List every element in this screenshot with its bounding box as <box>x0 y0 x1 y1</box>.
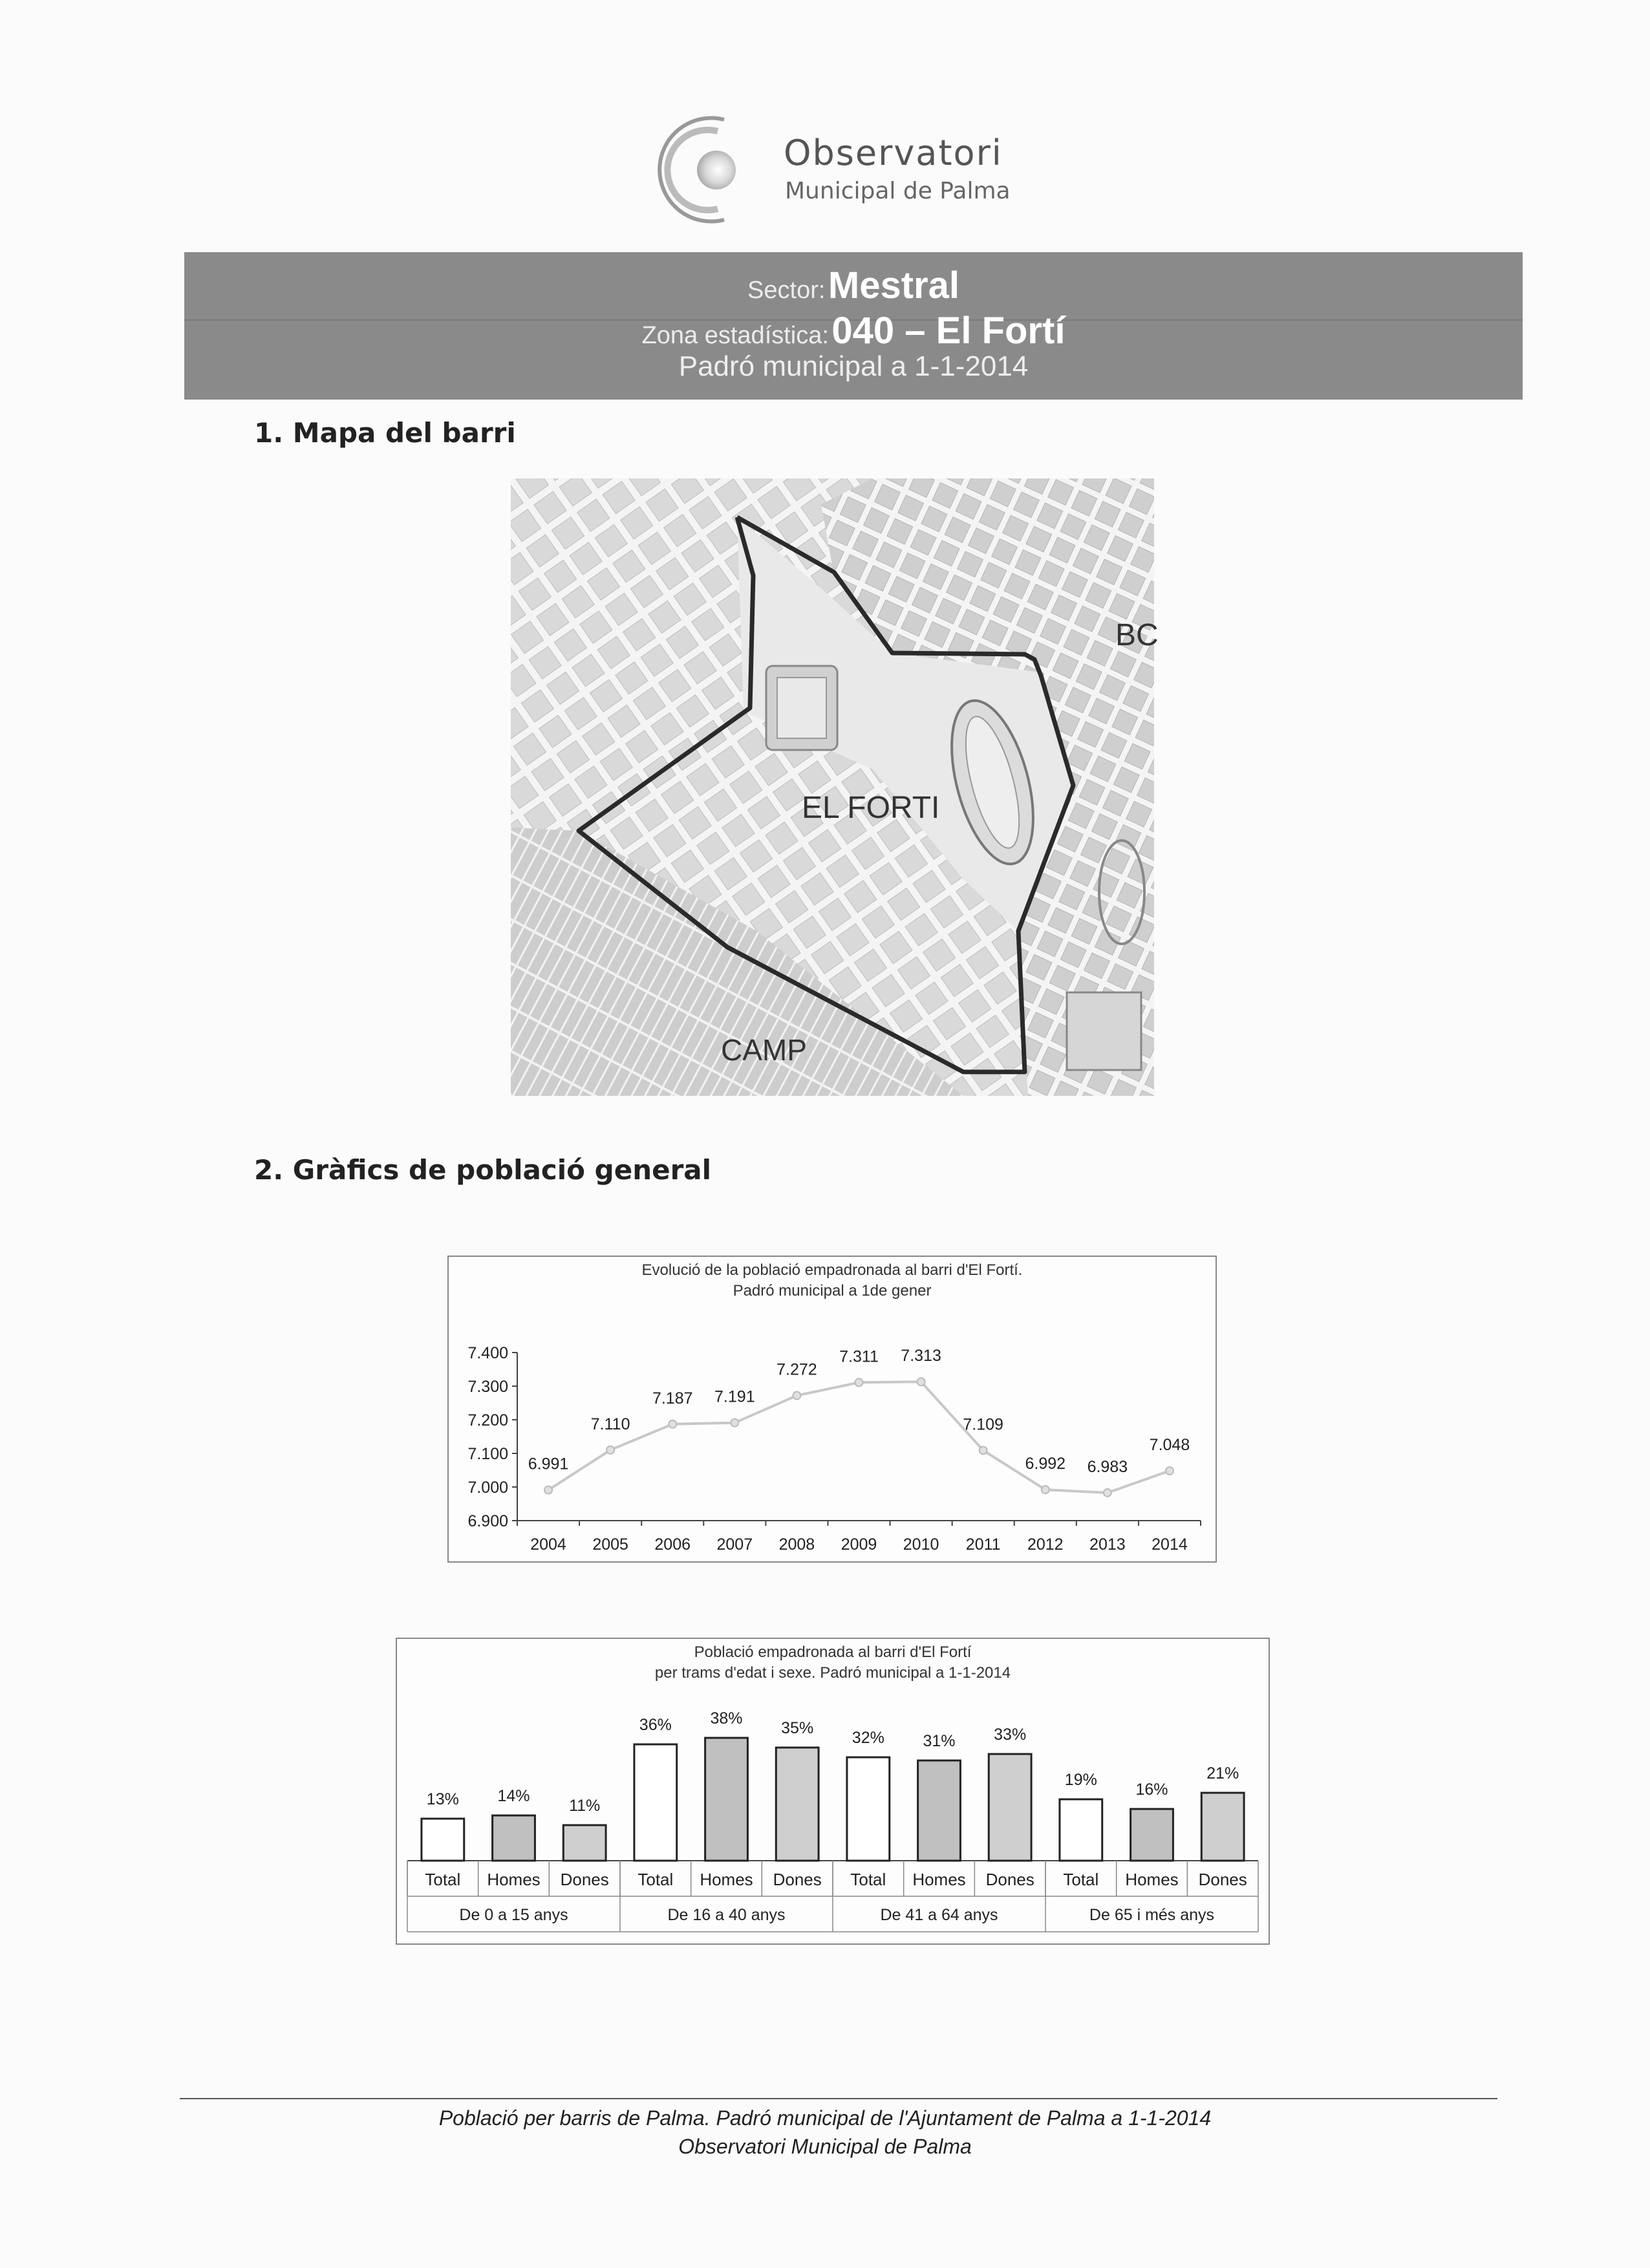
line-chart-x-tick-label: 2011 <box>965 1535 1001 1554</box>
bar-total <box>847 1757 890 1861</box>
bar-total <box>422 1819 464 1861</box>
line-chart-y-tick-label: 7.300 <box>467 1378 508 1396</box>
line-chart-x-tick-label: 2005 <box>592 1535 628 1554</box>
bar-category-label: Dones <box>773 1870 822 1889</box>
bar-category-label: Total <box>1063 1870 1099 1889</box>
logo-name-line2: Municipal de Palma <box>785 178 1011 204</box>
line-chart-x-tick-label: 2009 <box>841 1535 877 1554</box>
line-chart-data-label: 7.109 <box>963 1415 1003 1434</box>
line-chart-data-label: 7.313 <box>901 1347 941 1365</box>
bar-dones <box>1201 1793 1244 1861</box>
bar-dones <box>776 1748 819 1861</box>
line-chart-point <box>917 1378 925 1385</box>
line-chart-point <box>544 1486 552 1494</box>
line-chart-point <box>793 1392 800 1400</box>
bar-category-label: Dones <box>1198 1870 1247 1889</box>
line-chart-x-tick-label: 2006 <box>654 1535 691 1554</box>
bar-data-label: 16% <box>1135 1781 1168 1799</box>
bar-homes <box>705 1738 748 1861</box>
line-chart-x-tick-label: 2008 <box>778 1535 815 1554</box>
bar-data-label: 36% <box>639 1716 672 1734</box>
bar-homes <box>1131 1809 1173 1861</box>
line-chart-point <box>1104 1489 1111 1497</box>
observatori-logo-icon <box>653 113 766 226</box>
bar-data-label: 14% <box>497 1787 530 1805</box>
bar-category-label: Homes <box>1125 1870 1179 1889</box>
line-chart-data-label: 7.048 <box>1149 1436 1190 1455</box>
sector-value: Mestral <box>828 264 959 306</box>
bar-group-label: De 41 a 64 anys <box>880 1906 998 1924</box>
line-chart-point <box>731 1419 738 1427</box>
bar-data-label: 35% <box>781 1719 814 1737</box>
bar-total <box>1060 1799 1102 1861</box>
zona-row <box>184 309 1523 352</box>
bar-total <box>634 1744 677 1861</box>
logo-name-line1: Observatori <box>784 133 1003 173</box>
bar-category-label: Dones <box>985 1870 1034 1889</box>
section-map-heading: 1. Mapa del barri <box>254 417 516 449</box>
bar-data-label: 19% <box>1064 1771 1097 1789</box>
line-chart-point <box>606 1446 614 1454</box>
bar-data-label: 31% <box>923 1732 956 1750</box>
padro-text: Padró municipal a 1-1-2014 <box>678 350 1029 382</box>
line-chart-data-label: 6.992 <box>1025 1455 1066 1473</box>
footer-line-1: Població per barris de Palma. Padró municipal de l'Ajuntament de Palma a 1-1-2014 <box>438 2106 1212 2130</box>
sector-row <box>184 264 1523 307</box>
line-chart-subtitle: Padró municipal a 1de gener <box>733 1282 932 1300</box>
line-chart-x-tick-label: 2013 <box>1089 1535 1126 1554</box>
bar-category-label: Homes <box>487 1870 541 1889</box>
bar-data-label: 38% <box>710 1709 743 1728</box>
bar-category-label: Total <box>425 1870 461 1889</box>
zona-value: 040 – El Fortí <box>831 310 1066 352</box>
line-chart-y-tick-label: 7.000 <box>467 1479 508 1497</box>
line-chart-title: Evolució de la població empadronada al barri d'El Fortí. <box>641 1261 1023 1279</box>
bar-group-label: De 16 a 40 anys <box>667 1906 786 1924</box>
bar-dones <box>989 1754 1031 1861</box>
line-chart-point <box>1042 1486 1049 1493</box>
bar-chart-title: Població empadronada al barri d'El Fortí <box>694 1643 972 1661</box>
bar-data-label: 32% <box>852 1729 884 1747</box>
bar-data-label: 13% <box>426 1790 459 1808</box>
neighbourhood-map <box>511 478 1159 1096</box>
line-chart-data-label: 7.187 <box>652 1389 693 1407</box>
line-chart-y-tick-label: 7.200 <box>467 1411 508 1429</box>
bar-data-label: 33% <box>994 1726 1027 1744</box>
footer-divider <box>180 2098 1497 2099</box>
line-chart-x-tick-label: 2004 <box>530 1535 566 1554</box>
bar-category-label: Dones <box>560 1870 609 1889</box>
bar-category-label: Homes <box>700 1870 753 1889</box>
line-chart-y-tick-label: 7.400 <box>467 1344 508 1362</box>
map-label-el-forti: EL FORTI <box>802 791 940 825</box>
bar-chart-subtitle: per trams d'edat i sexe. Padró municipal a 1-1-2014 <box>654 1664 1011 1682</box>
bar-category-label: Homes <box>912 1870 966 1889</box>
sector-label: Sector: <box>747 277 826 304</box>
line-chart-data-label: 6.991 <box>528 1455 569 1473</box>
bar-group-label: De 65 i més anys <box>1089 1906 1215 1924</box>
bar-homes <box>493 1815 535 1861</box>
population-evolution-chart <box>447 1256 1217 1563</box>
line-chart-point <box>980 1446 987 1454</box>
line-chart-point <box>1166 1467 1173 1475</box>
bar-group-label: De 0 a 15 anys <box>459 1906 568 1924</box>
line-chart-frame <box>448 1256 1216 1562</box>
line-chart-data-label: 7.272 <box>777 1360 817 1379</box>
line-chart-data-label: 7.311 <box>839 1347 879 1366</box>
line-chart-x-tick-label: 2014 <box>1152 1535 1188 1554</box>
line-chart-point <box>669 1420 676 1428</box>
bar-category-label: Total <box>638 1870 674 1889</box>
line-chart-y-tick-label: 7.100 <box>467 1445 508 1463</box>
line-chart-y-tick-label: 6.900 <box>467 1512 508 1530</box>
bar-data-label: 21% <box>1206 1764 1239 1782</box>
bar-homes <box>918 1760 961 1861</box>
line-chart-x-tick-label: 2010 <box>903 1535 939 1554</box>
bar-category-label: Total <box>850 1870 886 1889</box>
header-band <box>184 252 1523 400</box>
bar-data-label: 11% <box>569 1797 601 1815</box>
map-label-bc: BC <box>1115 618 1159 652</box>
line-chart-data-label: 7.191 <box>714 1387 755 1406</box>
age-sex-bar-chart <box>396 1638 1270 1945</box>
footer-line-2: Observatori Municipal de Palma <box>678 2135 972 2158</box>
line-chart-point <box>855 1378 863 1386</box>
line-chart-data-label: 6.983 <box>1087 1457 1128 1476</box>
zona-label: Zona estadística: <box>641 322 829 349</box>
line-chart-x-tick-label: 2012 <box>1027 1535 1064 1554</box>
map-label-camp: CAMP <box>721 1033 807 1067</box>
bar-dones <box>563 1825 606 1861</box>
line-chart-x-tick-label: 2007 <box>716 1535 753 1554</box>
section-charts-heading: 2. Gràfics de població general <box>254 1154 712 1186</box>
line-chart-data-label: 7.110 <box>590 1415 630 1433</box>
